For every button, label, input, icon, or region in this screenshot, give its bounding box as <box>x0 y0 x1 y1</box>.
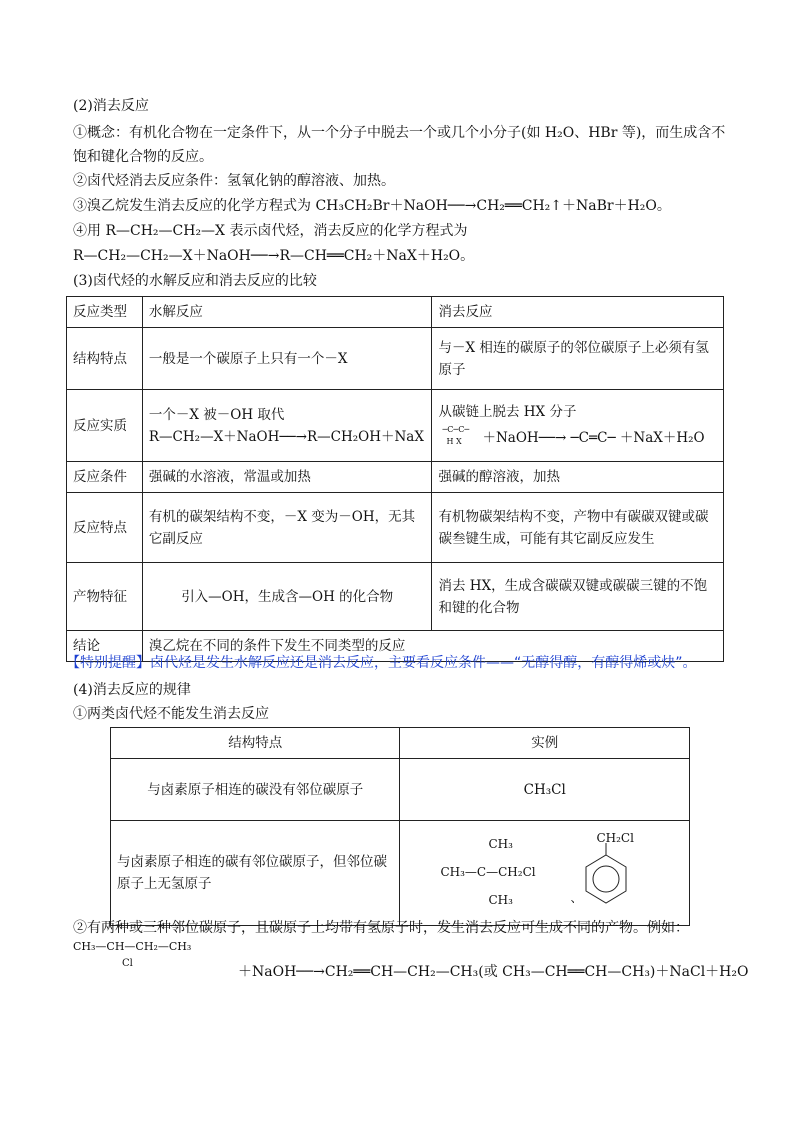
table-row <box>67 328 724 390</box>
table-row <box>67 390 724 462</box>
hydrolysis-cell: 一般是一个碳原子上只有一个－X <box>142 328 432 390</box>
example-reactant: CH₃—CH—CH₂—CH₃ <box>73 940 192 953</box>
table-row <box>111 759 690 821</box>
header-cell: 结构特点 <box>111 728 400 759</box>
hydrolysis-cell <box>142 390 432 462</box>
rule-2: ②有两种或三种邻位碳原子，且碳原子上均带有氢原子时，发生消去反应可生成不同的产物。例如： <box>73 920 689 936</box>
benzene-ring-icon <box>576 841 636 911</box>
elimination-cell <box>432 390 724 462</box>
row-label: 结论 <box>67 631 143 662</box>
example-reactant-sub: Cl <box>122 958 133 969</box>
structure-top: ─C─C─ <box>442 424 470 434</box>
header-cell: 实例 <box>400 728 690 759</box>
condition-text: ②卤代烃消去反应条件：氢氧化钠的醇溶液、加热。 <box>73 173 395 189</box>
header-cell: 消去反应 <box>432 297 724 328</box>
row-label: 反应实质 <box>67 390 143 462</box>
molecule-top: CH₃ <box>488 837 513 851</box>
section-heading-comparison: (3)卤代烃的水解反应和消去反应的比较 <box>73 273 317 289</box>
feature-cell: 与卤素原子相连的碳有邻位碳原子，但邻位碳原子上无氢原子 <box>111 821 400 926</box>
hydrolysis-line-1: 一个－X 被－OH 取代 <box>148 406 285 423</box>
molecule-mid: CH₃—C—CH₂Cl <box>440 865 536 879</box>
elimination-line-1: 从碳链上脱去 HX 分子 <box>438 403 577 420</box>
elimination-cell: 与－X 相连的碳原子的邻位碳原子上必须有氢原子 <box>432 328 724 390</box>
benzyl-label: CH₂Cl <box>596 831 634 845</box>
header-cell: 反应类型 <box>67 297 143 328</box>
table-row <box>67 462 724 493</box>
special-tip <box>66 652 697 672</box>
row-label: 反应条件 <box>67 462 143 493</box>
example-cell <box>400 821 690 926</box>
hydrolysis-line-2: R—CH₂—X＋NaOH──→R—CH₂OH＋NaX <box>148 428 424 445</box>
elimination-cell: 消去 HX，生成含碳碳双键或碳碳三键的不饱和键的化合物 <box>432 563 724 631</box>
general-intro: ④用 R—CH₂—CH₂—X 表示卤代烃，消去反应的化学方程式为 <box>73 223 468 239</box>
section-heading-elimination: (2)消去反应 <box>73 98 149 114</box>
row-label: 结构特点 <box>67 328 143 390</box>
example-equation: ＋NaOH──→CH₂══CH—CH₂—CH₃(或 CH₃—CH══CH—CH₃)＋NaCl＋H₂O <box>238 964 749 980</box>
comparison-table <box>66 296 724 662</box>
molecule-bottom: CH₃ <box>488 893 513 907</box>
tip-text: 卤代烃是发生水解反应还是消去反应，主要看反应条件——“无醇得醇，有醇得烯或炔”。 <box>150 655 697 671</box>
bromoethane-equation: ③溴乙烷发生消去反应的化学方程式为 CH₃CH₂Br＋NaOH──→CH₂══CH₂↑＋NaBr＋H₂O。 <box>73 198 671 214</box>
hydrolysis-cell: 引入—OH，生成含—OH 的化合物 <box>142 563 432 631</box>
elimination-line-2: ＋NaOH──→ ─C═C─ ＋NaX＋H₂O <box>482 429 705 446</box>
conclusion-cell: 溴乙烷在不同的条件下发生不同类型的反应 <box>142 631 723 662</box>
section-heading-rules: (4)消去反应的规律 <box>73 682 191 698</box>
elimination-cell: 强碱的醇溶液，加热 <box>432 462 724 493</box>
example-cell: CH₃Cl <box>400 759 690 821</box>
rule-1: ①两类卤代烃不能发生消去反应 <box>73 706 269 722</box>
table-row <box>67 563 724 631</box>
elimination-cell: 有机物碳架结构不变，产物中有碳碳双键或碳碳叁键生成，可能有其它副反应发生 <box>432 493 724 563</box>
separator: 、 <box>570 891 583 905</box>
table-row <box>67 493 724 563</box>
structure-bottom: H X <box>446 436 462 446</box>
table-header-row <box>67 297 724 328</box>
table-header-row <box>111 728 690 759</box>
concept-text: ①概念：有机化合物在一定条件下，从一个分子中脱去一个或几个小分子(如 H₂O、HBr 等)，而生成含不饱和键化合物的反应。 <box>73 125 726 165</box>
tip-tag: 【特别提醒】 <box>66 655 150 671</box>
table-row <box>111 821 690 926</box>
row-label: 产物特征 <box>67 563 143 631</box>
general-equation: R—CH₂—CH₂—X＋NaOH──→R—CH══CH₂＋NaX＋H₂O。 <box>73 248 475 264</box>
header-cell: 水解反应 <box>142 297 432 328</box>
row-label: 反应特点 <box>67 493 143 563</box>
rules-table <box>110 727 690 926</box>
hydrolysis-cell: 强碱的水溶液，常温或加热 <box>142 462 432 493</box>
feature-cell: 与卤素原子相连的碳没有邻位碳原子 <box>111 759 400 821</box>
hydrolysis-cell: 有机的碳架结构不变，－X 变为－OH，无其它副反应 <box>142 493 432 563</box>
